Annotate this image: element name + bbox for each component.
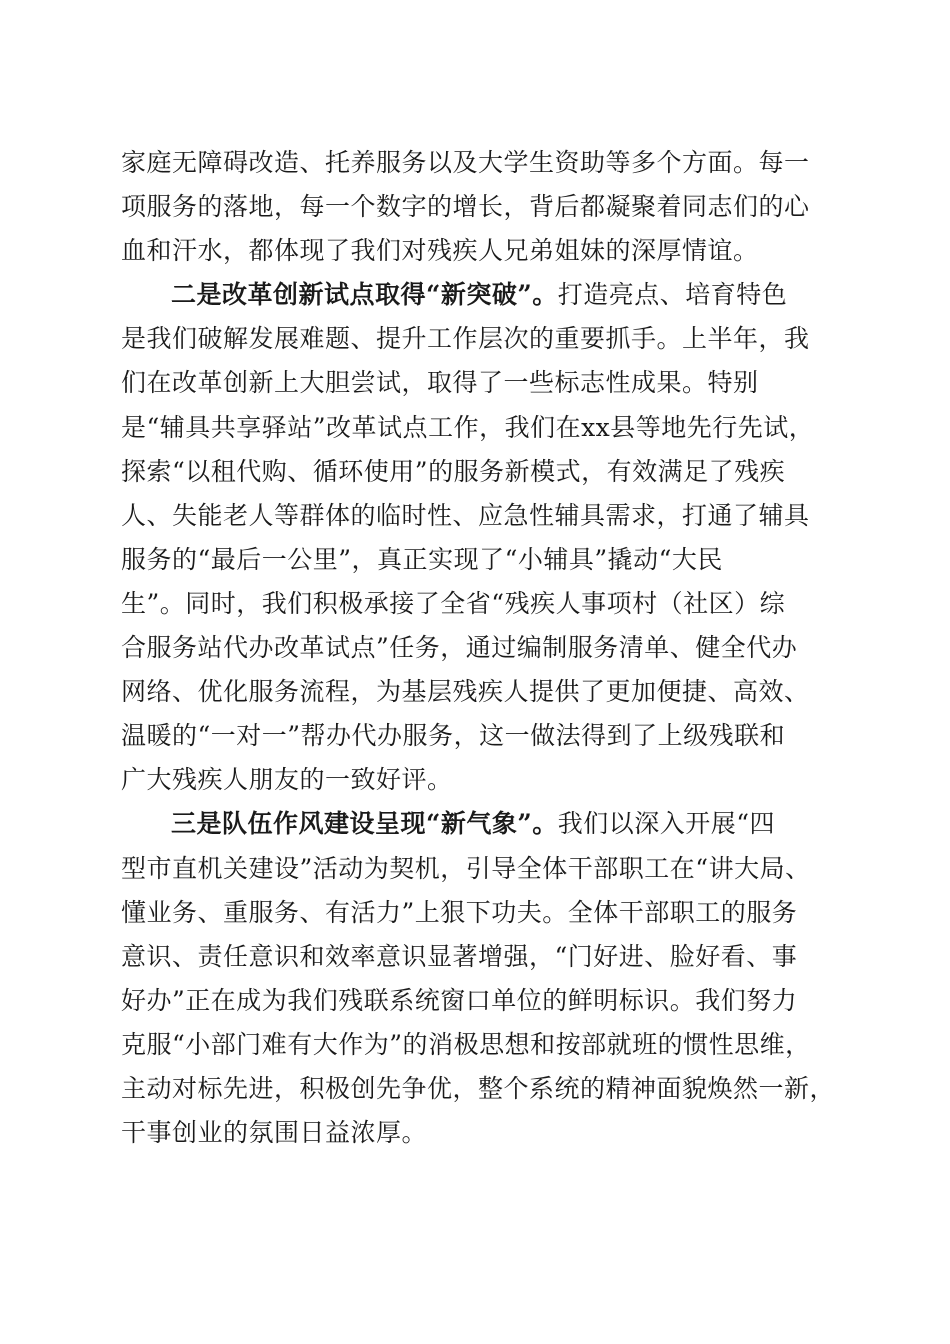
paragraph-line: 干事创业的氛围日益浓厚。: [121, 1118, 428, 1148]
paragraph-lead-heading: 二是改革创新试点取得“新突破”。: [171, 280, 558, 310]
paragraph-3: [121, 802, 836, 1155]
paragraph-line: 人、失能老人等群体的临时性、应急性辅具需求，打通了辅具: [121, 500, 810, 530]
paragraph-line: 克服“小部门难有大作为”的消极思想和按部就班的惯性思维，: [121, 1029, 811, 1059]
paragraph-line: 好办”正在成为我们残联系统窗口单位的鲜明标识。我们努力: [121, 985, 798, 1015]
paragraph-line: 懂业务、重服务、有活力”上狠下功夫。全体干部职工的服务: [121, 897, 798, 927]
paragraph-line: 网络、优化服务流程，为基层残疾人提供了更加便捷、高效、: [121, 677, 810, 707]
paragraph-line: 主动对标先进，积极创先争优，整个系统的精神面貌焕然一新，: [121, 1073, 836, 1103]
paragraph-line: 广大残疾人朋友的一致好评。: [121, 765, 453, 795]
paragraph-first-line: [121, 802, 831, 846]
document-body: [121, 141, 836, 1155]
paragraph-line: 温暖的“一对一”帮办代办服务，这一做法得到了上级残联和: [121, 721, 786, 751]
paragraph-line: 是我们破解发展难题、提升工作层次的重要抓手。上半年，我: [121, 324, 810, 354]
paragraph-2: [121, 273, 831, 802]
paragraph-line: 型市直机关建设”活动为契机，引导全体干部职工在“讲大局、: [121, 853, 811, 883]
paragraph-line: 是“辅具共享驿站”改革试点工作，我们在xx县等地先行先试，: [121, 412, 815, 442]
paragraph-line: 合服务站代办改革试点”任务，通过编制服务清单、健全代办: [121, 633, 798, 663]
paragraph-first-line: [121, 273, 831, 317]
paragraph-lead-heading: 三是队伍作风建设呈现“新气象”。: [171, 809, 558, 839]
paragraph-line: 们在改革创新上大胆尝试，取得了一些标志性成果。特别: [121, 368, 759, 398]
paragraph-line-text: 我们以深入开展“四: [557, 809, 776, 839]
paragraph-line: 血和汗水，都体现了我们对残疾人兄弟姐妹的深厚情谊。: [121, 236, 759, 266]
paragraph-line: 项服务的落地，每一个数字的增长，背后都凝聚着同志们的心: [121, 192, 810, 222]
paragraph-1: [121, 141, 831, 273]
paragraph-line: 生”。同时，我们积极承接了全省“残疾人事项村（社区）综: [121, 588, 786, 618]
paragraph-line-text: 打造亮点、培育特色: [557, 280, 788, 310]
paragraph-line: 服务的“最后一公里”，真正实现了“小辅具”撬动“大民: [121, 544, 723, 574]
paragraph-line: 家庭无障碍改造、托养服务以及大学生资助等多个方面。每一: [121, 148, 810, 177]
paragraph-line: 意识、责任意识和效率意识显著增强，“门好进、脸好看、事: [121, 941, 798, 971]
paragraph-line: 探索“以租代购、循环使用”的服务新模式，有效满足了残疾: [121, 456, 786, 486]
